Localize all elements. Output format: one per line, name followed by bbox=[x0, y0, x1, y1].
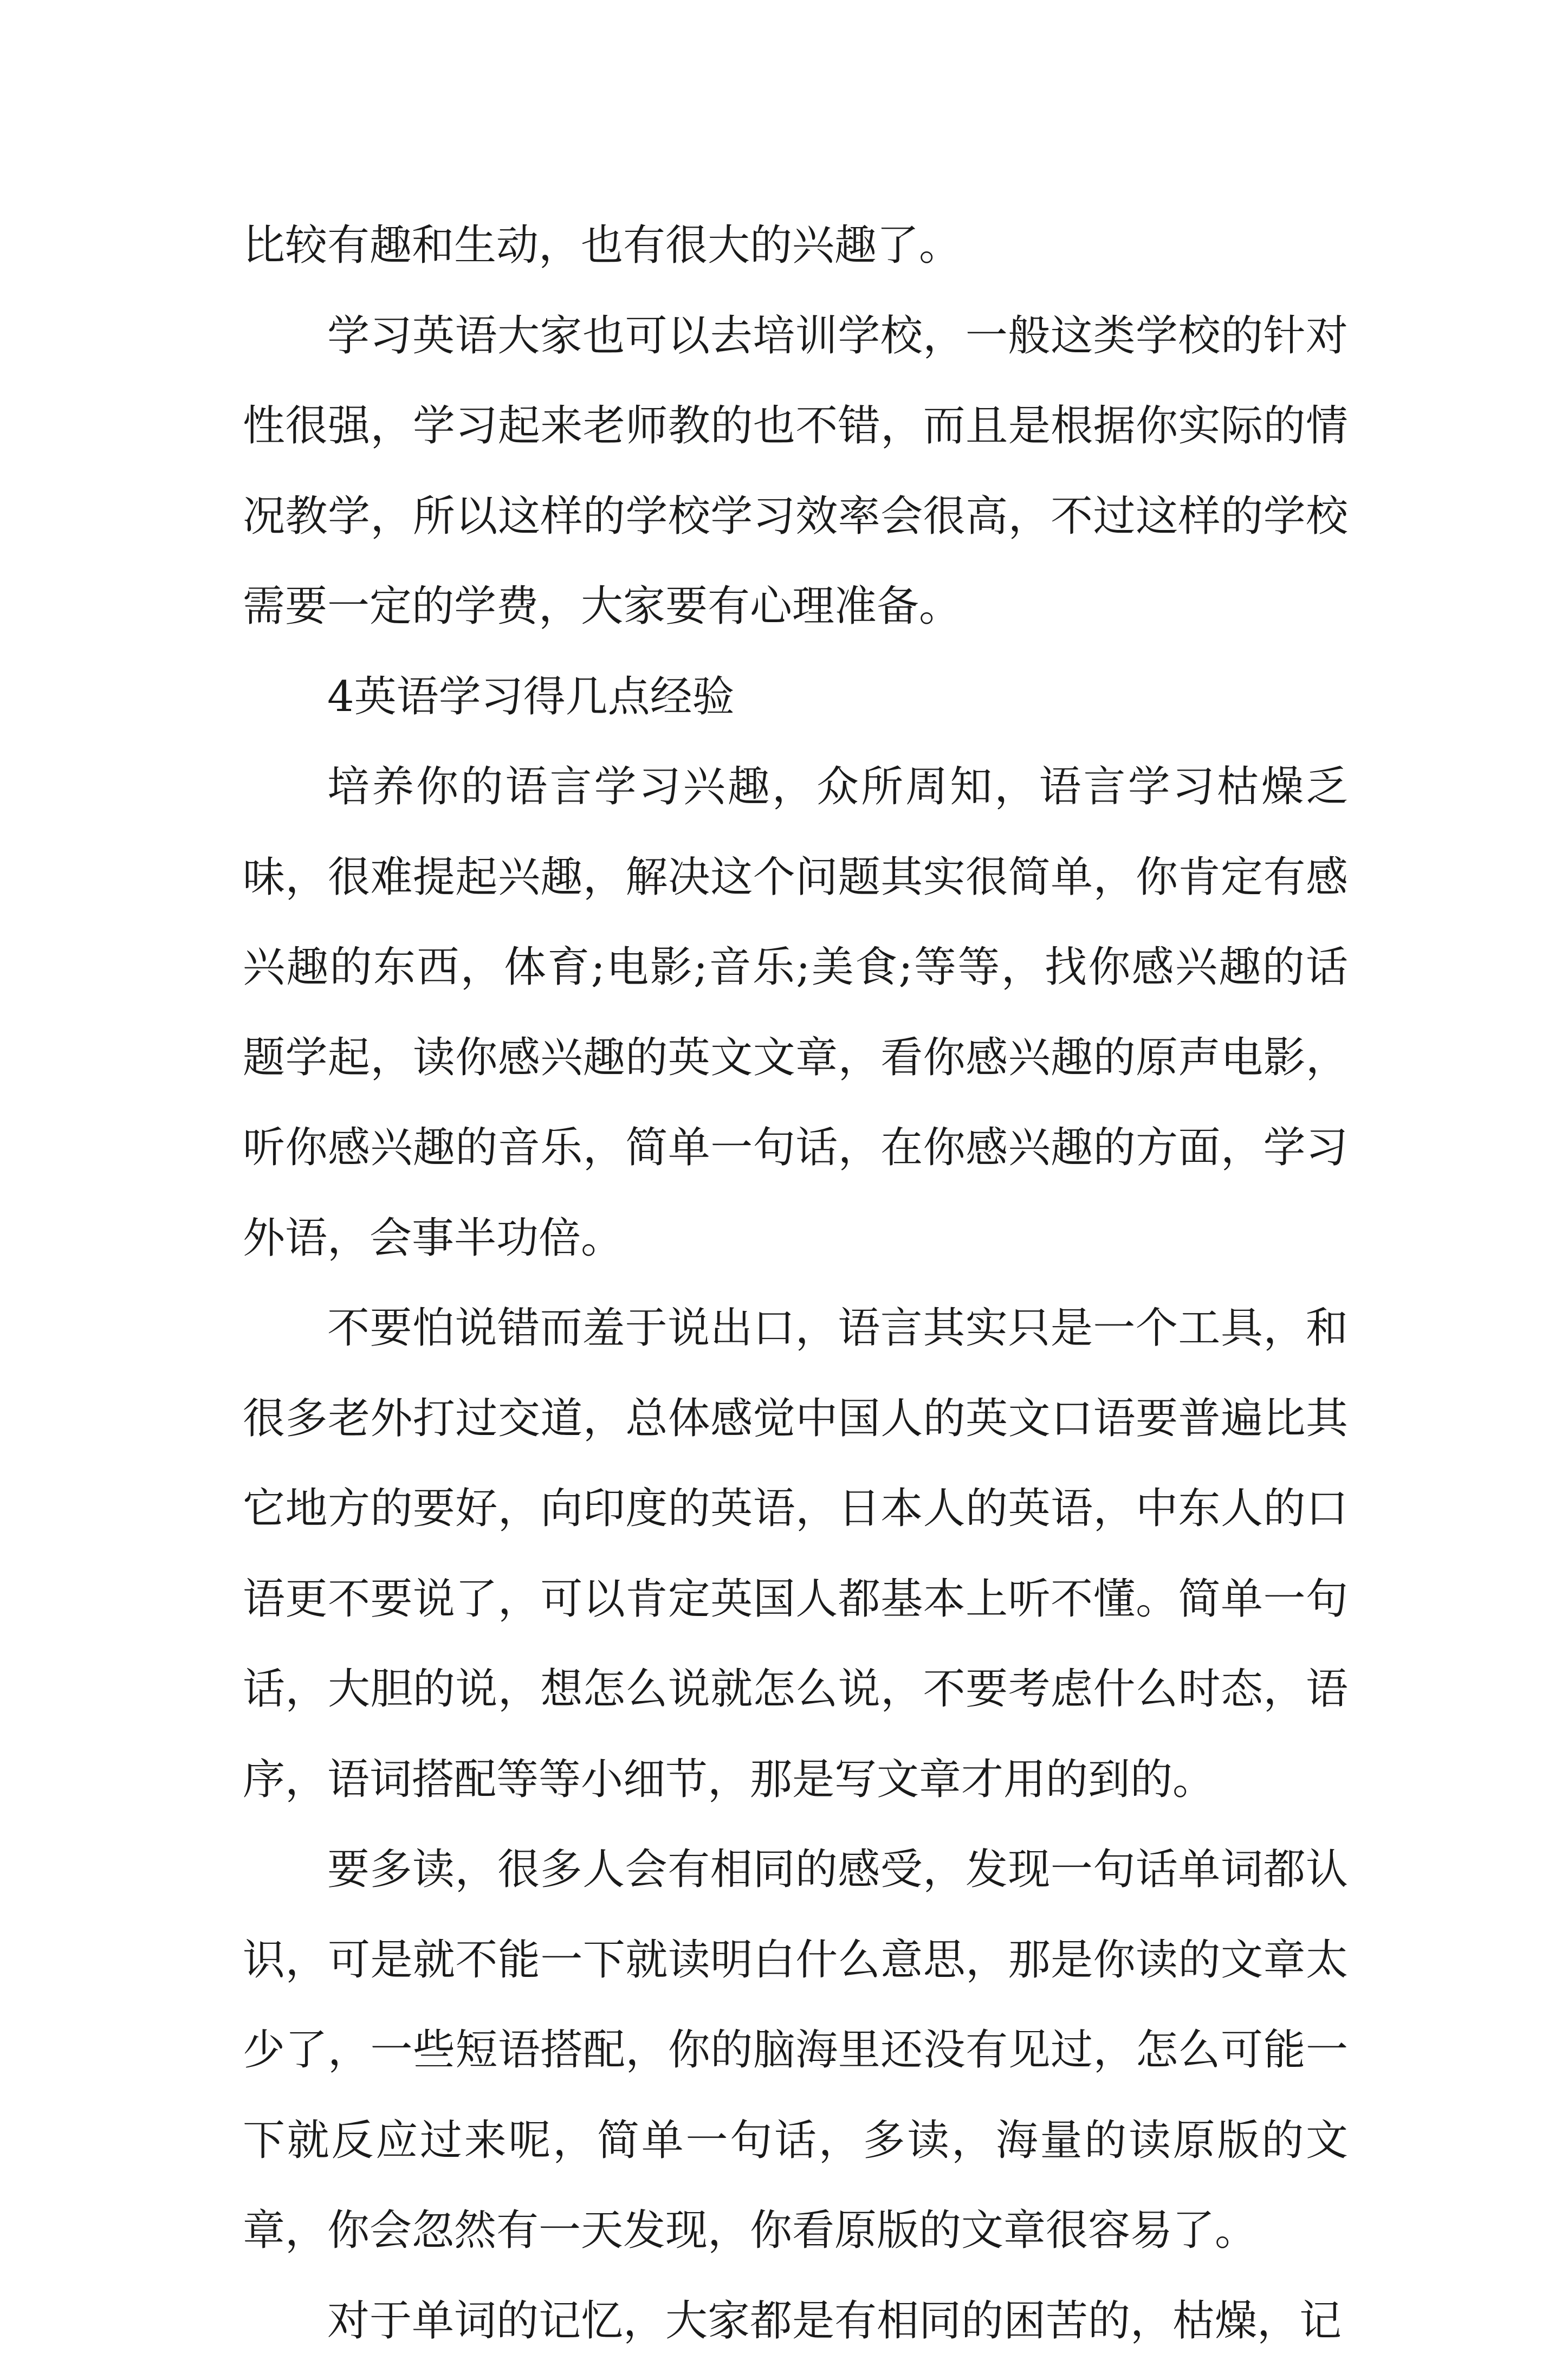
paragraph-continuation: 比较有趣和生动，也有很大的兴趣了。 bbox=[243, 201, 1348, 291]
section-heading: 4英语学习得几点经验 bbox=[243, 652, 1348, 742]
paragraph-vocabulary: 对于单词的记忆，大家都是有相同的困苦的，枯燥，记 bbox=[243, 2276, 1348, 2366]
paragraph-speaking: 不要怕说错而羞于说出口，语言其实只是一个工具，和很多老外打过交道，总体感觉中国人的英文口语要普遍比其它地方的要好，向印度的英语，日本人的英语，中东人的口语更不要说了，可以肯定英国人都基本上听不懂。简单一句话，大胆的说，想怎么说就怎么说，不要考虑什么时态，语序，语词搭配等等小细节，那是写文章才用的到的。 bbox=[243, 1283, 1348, 1825]
paragraph-interest: 培养你的语言学习兴趣，众所周知，语言学习枯燥乏味，很难提起兴趣，解决这个问题其实很简单，你肯定有感兴趣的东西，体育;电影;音乐;美食;等等，找你感兴趣的话题学起，读你感兴趣的英文文章，看你感兴趣的原声电影，听你感兴趣的音乐，简单一句话，在你感兴趣的方面，学习外语，会事半功倍。 bbox=[243, 742, 1348, 1283]
document-body bbox=[243, 201, 1348, 2366]
paragraph-reading: 要多读，很多人会有相同的感受，发现一句话单词都认识，可是就不能一下就读明白什么意思，那是你读的文章太少了，一些短语搭配，你的脑海里还没有见过，怎么可能一下就反应过来呢，简单一句话，多读，海量的读原版的文章，你会忽然有一天发现，你看原版的文章很容易了。 bbox=[243, 1825, 1348, 2276]
paragraph-training-school: 学习英语大家也可以去培训学校，一般这类学校的针对性很强，学习起来老师教的也不错，而且是根据你实际的情况教学，所以这样的学校学习效率会很高，不过这样的学校需要一定的学费，大家要有心理准备。 bbox=[243, 291, 1348, 652]
